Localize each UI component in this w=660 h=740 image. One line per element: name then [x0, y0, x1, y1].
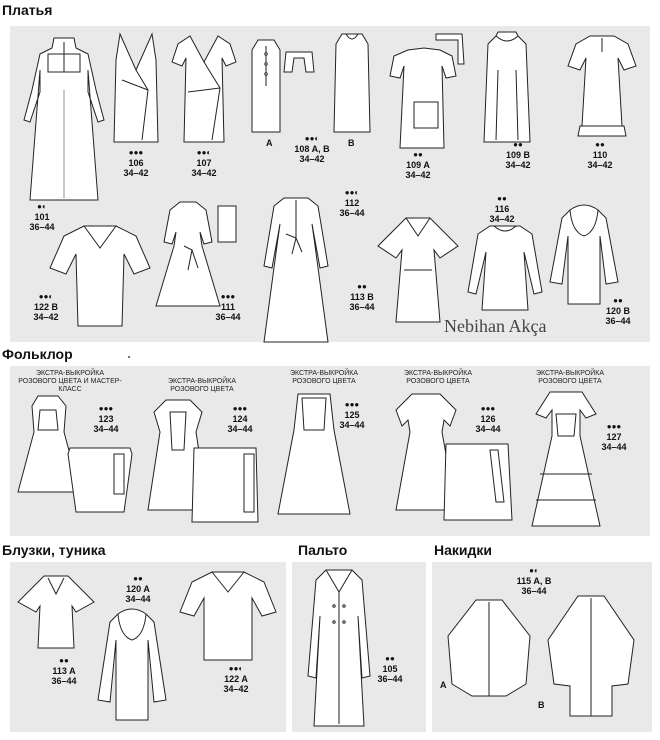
folk-127-sketch	[530, 388, 602, 530]
letter-108-b: B	[348, 138, 355, 148]
label-110: ●● 110 34–42	[587, 140, 613, 170]
label-101: ●◐ 101 36–44	[29, 202, 55, 232]
coat-105-sketch	[304, 566, 374, 730]
label-120b: ●● 120 B 36–44	[605, 296, 631, 326]
label-122b: ●●◐ 122 B 34–42	[33, 292, 59, 322]
label-105: ●● 105 36–44	[377, 654, 403, 684]
dress-101-sketch	[18, 30, 110, 202]
watermark-text: Nebihan Akça	[444, 316, 547, 336]
cape-115a-sketch	[446, 596, 532, 700]
note-127: ЭКСТРА-ВЫКРОЙКА РОЗОВОГО ЦВЕТА	[535, 370, 604, 385]
label-115: ●◐ 115 A, B 36–44	[516, 566, 552, 596]
label-109a: ●● 109 A 34–42	[405, 150, 431, 180]
section-title-blouses: Блузки, туника	[2, 542, 106, 558]
section-title-dresses: Платья	[2, 2, 53, 18]
label-126: ●●● 126 34–44	[475, 404, 501, 434]
label-107: ●●◐ 107 34–42	[191, 148, 217, 178]
dress-112-sketch	[256, 194, 336, 346]
label-116: ●● 116 34–42	[489, 194, 515, 224]
dress-120b-sketch	[548, 196, 620, 308]
note-126: ЭКСТРА-ВЫКРОЙКА РОЗОВОГО ЦВЕТА	[403, 370, 472, 385]
dress-113b-sketch	[374, 212, 462, 324]
bolero-108-sketch	[282, 48, 316, 76]
stray-dot	[128, 356, 130, 358]
section-title-folk: Фольклор	[2, 346, 73, 362]
dress-110-sketch	[564, 30, 640, 140]
dress-106-sketch	[108, 30, 164, 146]
note-123: ЭКСТРА-ВЫКРОЙКА РОЗОВОГО ЦВЕТА И МАСТЕР-КЛАСС	[18, 370, 122, 393]
label-120a: ●● 120 A 34–44	[125, 574, 151, 604]
label-127: ●●● 127 34–44	[601, 422, 627, 452]
cape-115b-sketch	[542, 592, 640, 720]
label-113a: ●● 113 A 36–44	[51, 656, 77, 686]
section-title-capes: Накидки	[434, 542, 493, 558]
dress-116-sketch	[466, 222, 544, 314]
label-106: ●●● 106 34–42	[123, 148, 149, 178]
label-122a: ●●◐ 122 A 34–42	[223, 664, 249, 694]
dress-109b-sketch	[478, 30, 536, 146]
label-109b: ●● 109 B 34–42	[505, 140, 531, 170]
letter-115-a: A	[440, 680, 447, 690]
dress-107-sketch	[168, 32, 240, 146]
label-123: ●●● 123 34–44	[93, 404, 119, 434]
section-title-coat: Пальто	[298, 542, 348, 558]
label-113b: ●● 113 B 36–44	[349, 282, 375, 312]
blouse-122a-sketch	[178, 568, 278, 664]
label-112: ●●◐ 112 36–44	[339, 188, 365, 218]
dress-108a-sketch	[246, 36, 286, 134]
dress-109a-sketch	[386, 28, 470, 150]
label-108: ●●◐ 108 A, B 34–42	[294, 134, 330, 164]
blouse-113a-sketch	[16, 572, 96, 652]
label-111: ●●● 111 36–44	[215, 292, 241, 322]
blouse-120a-sketch	[96, 600, 168, 724]
label-125: ●●● 125 34–44	[339, 400, 365, 430]
note-125: ЭКСТРА-ВЫКРОЙКА РОЗОВОГО ЦВЕТА	[289, 370, 358, 385]
letter-115-b: B	[538, 700, 545, 710]
dress-108b-sketch	[330, 30, 374, 134]
label-124: ●●● 124 34–44	[227, 404, 253, 434]
letter-108-a: A	[266, 138, 273, 148]
note-124: ЭКСТРА-ВЫКРОЙКА РОЗОВОГО ЦВЕТА	[167, 378, 236, 393]
